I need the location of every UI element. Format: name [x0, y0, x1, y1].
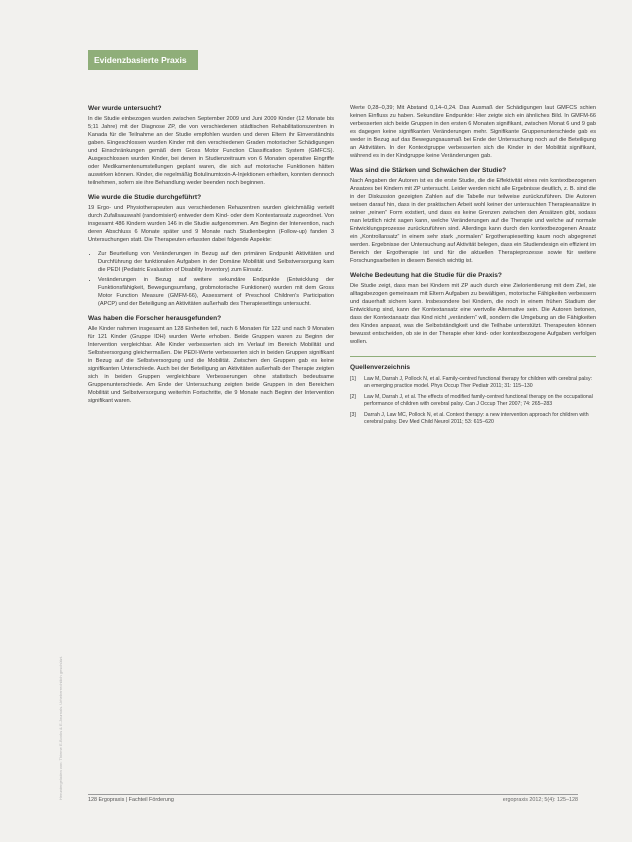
- reference-text: Darrah J, Law MC, Pollock N, et al. Context therapy: a new intervention approach for children with cerebral palsy. Dev Med Child Neurol 2011; 53: 615–620: [364, 411, 589, 426]
- section-text-findings: Alle Kinder nahmen insgesamt an 128 Einheiten teil, nach 6 Monaten für 122 und nach 9 Monaten für 121 Kinder (Gruppe IDH) wurden Werte erhoben. Beide Gruppen waren zu Beginn der Intervention vergleichbar. Alle Kinder verbesserten sich im Verlauf im Bereich Mobilität und Selbstversorgung gleichermaßen. Die PEDI-Werte verbesserten sich in beiden Gruppen signifikant in Bezug auf die Selbstversorgung und die Mobilität. Zwischen den Gruppen gab es keine signifikanten Unterschiede. Auch bei der Beteiligung an Aktivitäten außerhalb der Therapie zeigten sich in beiden Gruppen vergleichbare Verbesserungen ohne statistisch bedeutsame Gruppenunterschiede. Am Ende der Untersuchung zeigten beide Gruppen in den Bereichen Mobilität und Selbstversorgung weiterhin Fortschritte, die 9 Monate nach Beginn der Intervention signifikant waren.: [88, 326, 334, 404]
- reference-item: [350, 412, 596, 427]
- references-title: Quellenverzeichnis: [350, 356, 596, 372]
- right-column: [350, 104, 596, 429]
- reference-number: [2]: [350, 393, 356, 400]
- method-bullet: • Zur Beurteilung von Veränderungen in Bezug auf den primären Endpunkt Aktivitäten und Durchführung der funktionalen Aufgaben in der Domäne Mobilität und Selbstversorgung kam die PEDI (Pediatric Evaluation of Disability Inventory) zum Einsatz.: [98, 250, 334, 274]
- reference-text: Law M, Darrah J, Pollock N, et al. Family-centred functional therapy for children with cerebral palsy: an emerging practice model. Phys Occup Ther Pediatr 2011; 31: 115–130: [364, 376, 593, 390]
- reference-number: [1]: [350, 376, 356, 382]
- method-bullet: • Veränderungen in Bezug auf weitere sekundäre Endpunkte (Entwicklung der Funktionsfähigkeit, Bewegungsumfang, grobmotorische Funktionen) wurden mit dem Gross Motor Function Measure (GMFM-66), Assessment of Preschool Children's Participation (APCP) und der Beteiligung an Aktivitäten außerhalb des Therapiesettings untersucht.: [98, 276, 334, 308]
- section-title-findings: Was haben die Forscher herausgefunden?: [88, 315, 222, 322]
- section-title-how: Wie wurde die Studie durchgeführt?: [88, 194, 202, 201]
- reference-text: Law M, Darrah J, et al. The effects of modified family-centred functional therapy on the occupational performance of children with cerebral palsy. Can J Occup Ther 2007; 74: 265–283: [364, 393, 593, 408]
- side-download-note: Heruntergeladen von: Thieme E-Books & E-Journals. Urheberrechtlich geschützt.: [58, 656, 63, 800]
- section-title-strengths: Was sind die Stärken und Schwächen der Studie?: [350, 167, 507, 174]
- reference-number: [3]: [350, 411, 356, 418]
- footer-journal-info: ergopraxis 2012; 5(4): 125–128: [502, 797, 578, 803]
- section-text-strengths: Nach Angaben der Autoren ist es die erste Studie, die die Effektivität eines rein kontextbezogenen Ansatzes bei Kindern mit ZP untersucht. Leider werden nicht alle Ergebnisse deutlich, z. B. sind die in der Diskussion gezeigten Zahlen auf die Tabelle nur teilweise zurückzuführen. Die Autoren weisen darauf hin, dass in der praktischen Arbeit wohl keiner der untersuchten Therapieansätze in seiner „reinen“ Form existiert, und dass es keine Grenzen zwischen den Ansätzen gibt, sodass man letztlich nicht sagen kann, welche Veränderungen auf die Therapie und welche auf normale Entwicklungsprozesse zurückzuführen sind. Allerdings kann durch den kontextbezogenen Ansatz ein „Kontrollansatz“ in einem sehr stark „normalen“ Ergotherapiesetting kaum noch abgegrenzt werden. Ergebnisse der Untersuchung auf Aktivität belegen, dass ein Studiendesign ein effizient im Bereich der Ergotherapie ist und für die aktuellen Therapieprozesse sowie für weitere Forschungsarbeiten in diesem Bereich wichtig ist.: [350, 178, 596, 264]
- method-bullets: [88, 250, 334, 308]
- reference-item: [350, 376, 596, 391]
- section-text-how: 19 Ergo- und Physiotherapeuten aus verschiedenen Rehazentren wurden gleichmäßig verteilt durch Zufallsauswahl (randomisiert) entweder dem Kind- oder dem Kontextansatz zugeordnet. Von insgesamt 486 Kindern wurden 146 in die Studie aufgenommen. Am Beginn der Intervention, nach deren Abschluss 6 Monate später und 9 Monate nach Studienbeginn (Follow-up) fanden 3 Untersuchungen statt. Die Therapeuten erfassten dabei folgende Aspekte:: [88, 205, 334, 243]
- section-text-practice: Die Studie zeigt, dass man bei Kindern mit ZP auch durch eine Zielorientierung mit dem Ziel, sie alltagsbezogen gemeinsam mit Eltern Aufgaben zu bewältigen, motorische Fähigkeiten verbessern und dauerhaft sichern kann. Insbesondere bei Kindern, die noch in einem frühen Stadium der Entwicklung sind, kann der Kontextansatz eine wertvolle Alternative sein. Die Autoren betonen, dass der Kontextansatz das Kind nicht „verändern“ will, sondern die Umgebung an die Fähigkeiten des Kindes anpasst, was die Selbstständigkeit und die Teilhabe unterstützt. Therapeuten können bewusst entscheiden, ob sie in der Therapie eher kind- oder kontextbezogene Aufgaben verfolgen wollen.: [350, 283, 596, 345]
- section-text-findings-cont: Werte 0,28–0,39; Mit Abstand 0,14–0,24. Das Ausmaß der Schädigungen laut GMFCS schien keinen Einfluss zu haben. Sekundäre Endpunkte: Hier zeigte sich ein ähnliches Bild. In GMFM-66 verbesserten sich beide Gruppen in den ersten 6 Monaten signifikant, zwischen Monat 6 und 9 gab es dagegen keine signifikanten Veränderungen mehr. Signifikante Gruppenunterschiede gab es weder in Bezug auf das Bewegungsausmaß bei Ende der Untersuchung noch auf die Beteiligung an Aktivitäten. In der Kontextgruppe verbesserten sich die Kinder in der Mobilität signifikant, während es in der Kindgruppe keine Veränderungen gab.: [350, 105, 596, 159]
- left-column: [88, 104, 334, 411]
- section-title-who: Wer wurde untersucht?: [88, 105, 162, 112]
- section-tag: Evidenzbasierte Praxis: [88, 50, 198, 70]
- page-footer: [88, 794, 578, 805]
- section-text-who: In die Studie einbezogen wurden zwischen September 2009 und Juni 2009 Kinder (12 Monate bis 5;11 Jahre) mit der Diagnose ZP, die von verschiedenen städtischen Rehabilitationszentren in Kanada für die Teilnahme an der Studie empfohlen wurden und deren Eltern ihr Einverständnis gaben. Eingeschlossen wurden Kinder mit den verschiedenen Graden motorischer Schädigungen und Einschränkungen gemäß dem Gross Motor Function Classification System (GMFCS). Ausgeschlossen wurden Kinder, bei denen in Studienzeitraum von 6 Monaten operative Eingriffe oder Medikamentenumstellungen geplant waren, die sich auf motorische Funktionen hätten auswirken können. Kinder, die regelmäßig Botulinumtoxin-A-Injektionen erhielten, konnten dennoch teilnehmen, sofern sie ihre Behandlung weder beenden noch beginnen.: [88, 116, 334, 186]
- section-title-practice: Welche Bedeutung hat die Studie für die Praxis?: [350, 272, 502, 279]
- footer-page-info: 128 Ergopraxis | Fachteil Förderung: [88, 797, 174, 803]
- reference-item: [350, 394, 596, 409]
